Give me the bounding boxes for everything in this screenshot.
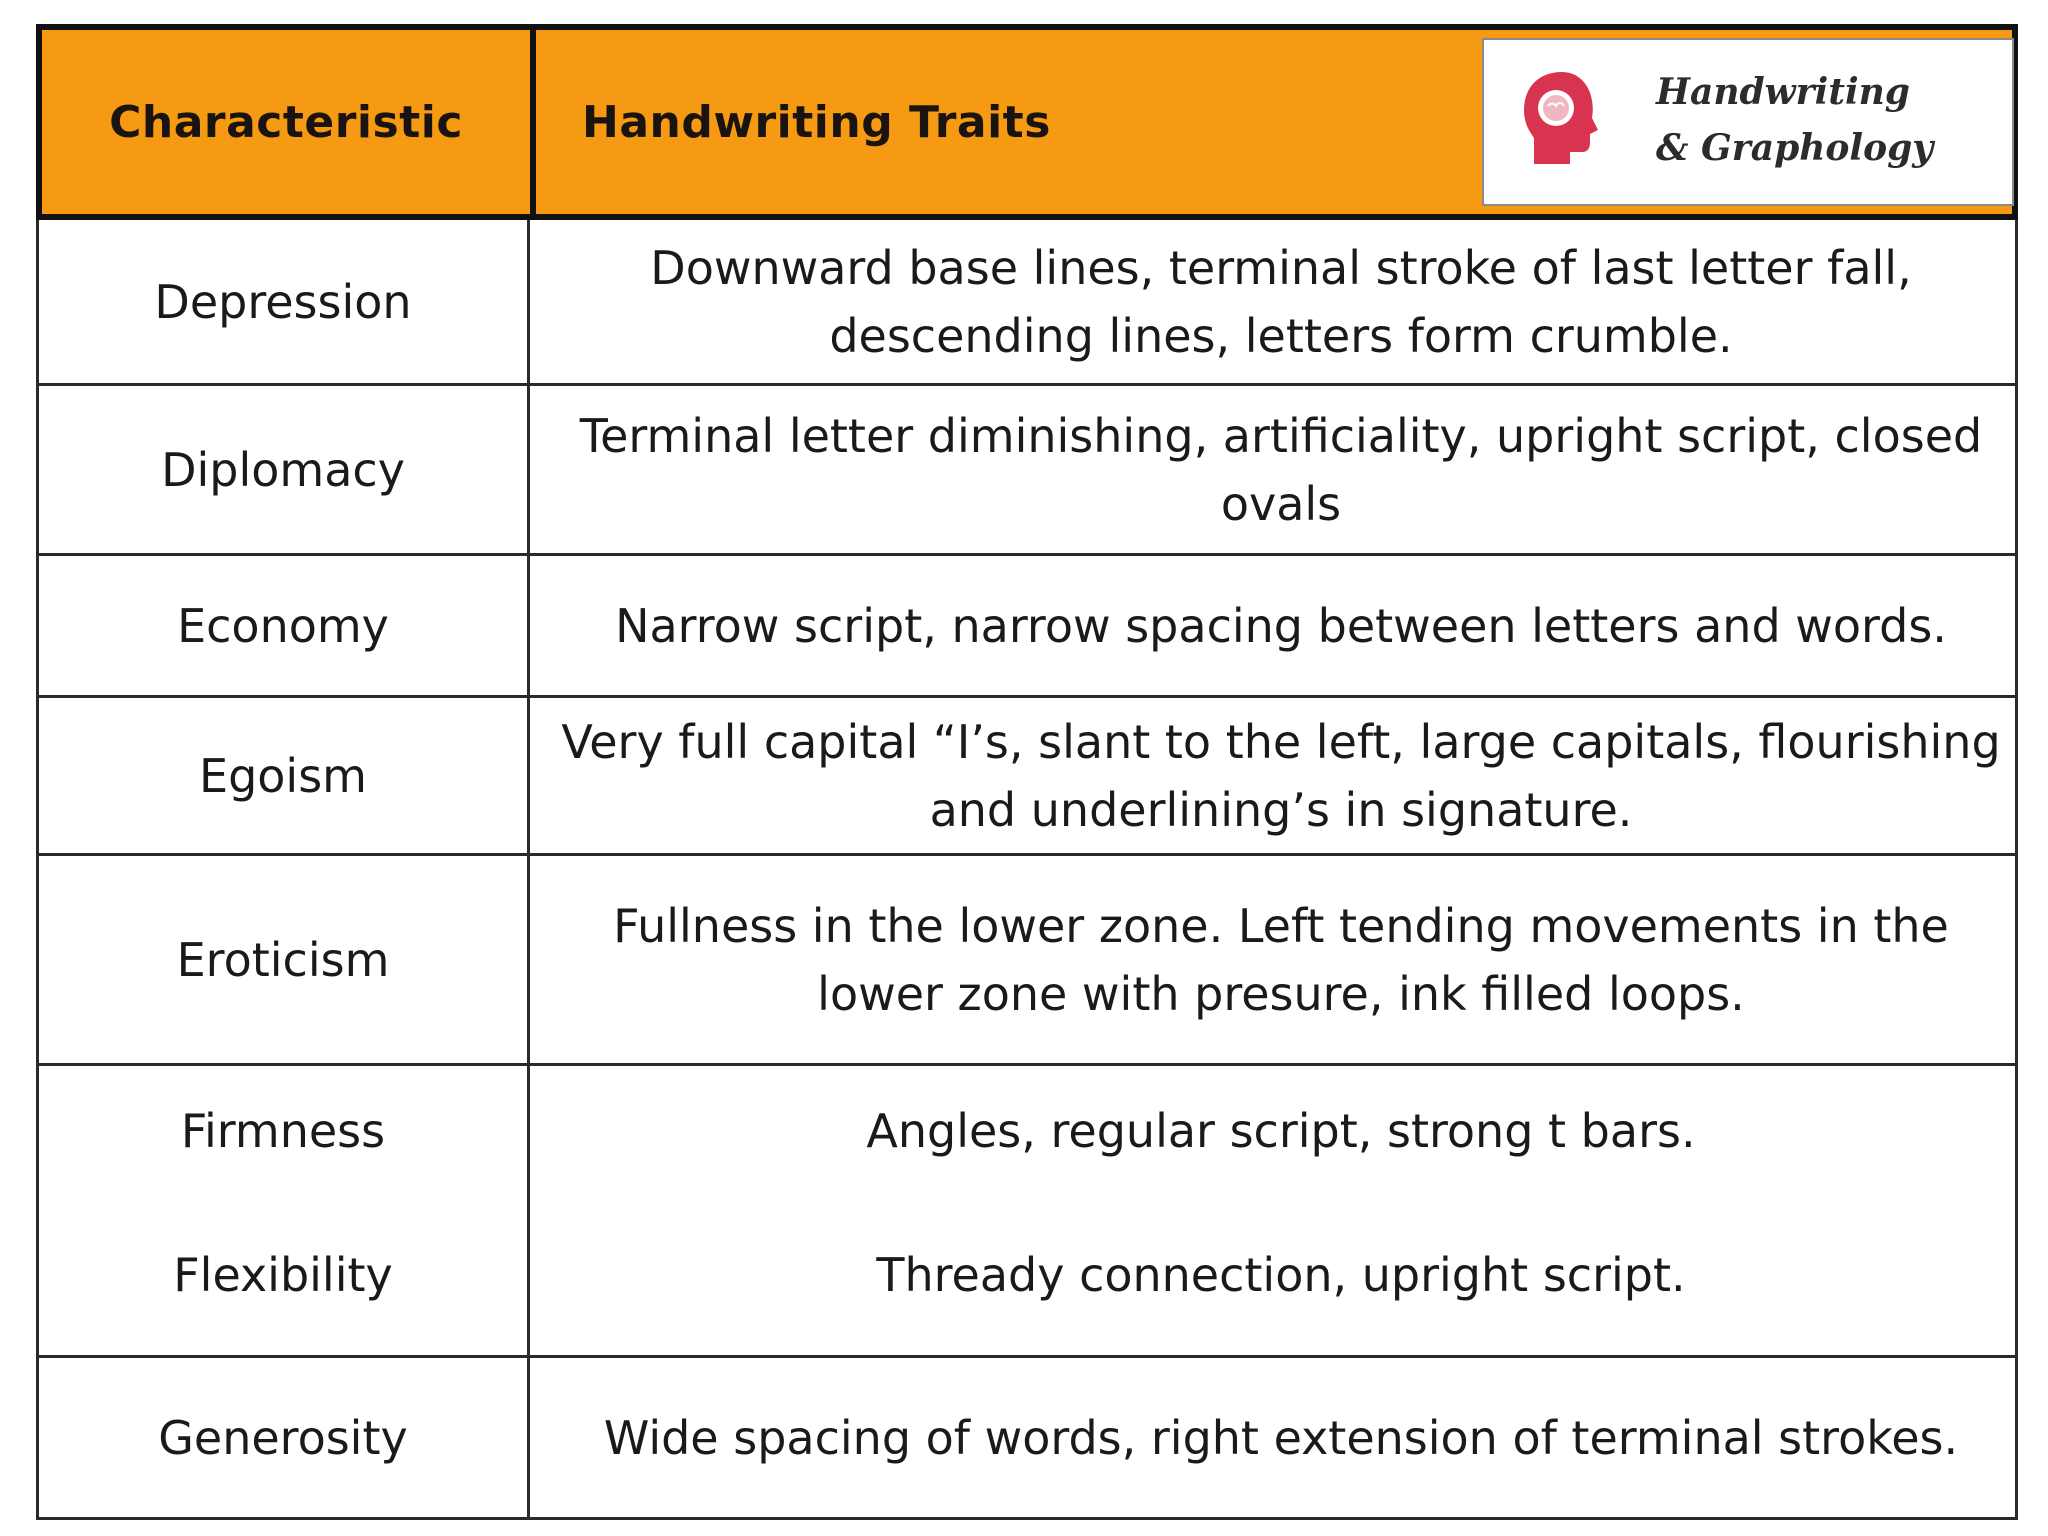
traits-cell: Wide spacing of words, right extension of terminal strokes.: [603, 1410, 1959, 1465]
characteristic-cell: Depression: [154, 274, 412, 329]
table-row: [39, 856, 2015, 1066]
characteristic-cell: Generosity: [158, 1410, 408, 1465]
traits-cell: Narrow script, narrow spacing between letters and words.: [615, 598, 1947, 653]
head-silhouette-icon: [1520, 68, 1604, 168]
traits-cell: Terminal letter diminishing, artificiality, upright script, closed ovals: [579, 408, 1983, 531]
characteristics-table: [36, 24, 2018, 1520]
characteristic-cell: Eroticism: [176, 932, 390, 987]
table-row: [39, 556, 2015, 698]
characteristic-cell: Economy: [177, 598, 389, 653]
traits-cell: Fullness in the lower zone. Left tending movements in the lower zone with presure, ink filled loops.: [613, 898, 1949, 1021]
table-row: [39, 386, 2015, 556]
characteristic-cell: Firmness: [180, 1104, 386, 1158]
table-row: [39, 220, 2015, 386]
traits-cell: Thready connection, upright script.: [876, 1248, 1686, 1302]
traits-cell: Angles, regular script, strong t bars.: [866, 1104, 1696, 1158]
column-divider: [527, 1358, 530, 1517]
logo-text: [1656, 64, 2006, 176]
column-divider: [527, 386, 530, 553]
characteristic-cell: Diplomacy: [161, 442, 405, 497]
header-characteristic: Characteristic: [109, 96, 463, 148]
characteristic-cell: Egoism: [199, 748, 367, 803]
table-row: [39, 698, 2015, 856]
table-row: [39, 1358, 2015, 1517]
table-body: [36, 220, 2018, 1520]
traits-cell: Downward base lines, terminal stroke of last letter fall, descending lines, letters form crumble.: [650, 240, 1912, 363]
column-divider: [527, 856, 530, 1063]
table-header: [36, 24, 2018, 220]
column-divider: [527, 556, 530, 695]
column-divider: [527, 698, 530, 853]
column-divider: [527, 220, 530, 383]
table-row-merged: [39, 1066, 2015, 1358]
header-divider: [530, 30, 536, 214]
logo: [1482, 38, 2014, 206]
column-divider: [527, 1066, 530, 1355]
header-handwriting-traits: Handwriting Traits: [582, 96, 1051, 148]
traits-cell: Very full capital “I’s, slant to the left, large capitals, flourishing and underlining’s in signature.: [561, 714, 2001, 837]
logo-line-1: Handwriting: [1656, 71, 1910, 113]
logo-line-2: & Graphology: [1656, 127, 1934, 169]
characteristic-cell: Flexibility: [173, 1248, 393, 1302]
